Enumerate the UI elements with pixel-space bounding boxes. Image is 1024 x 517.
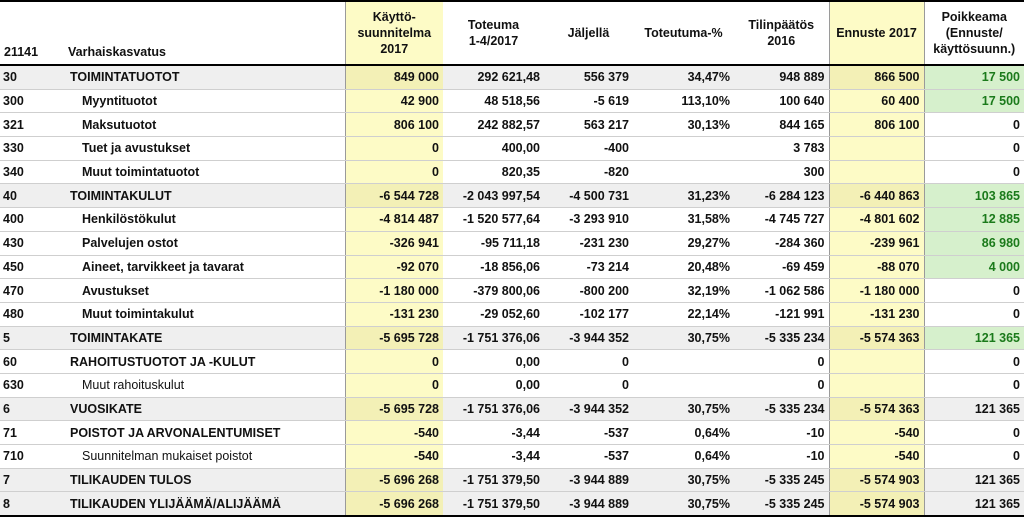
table-row bbox=[0, 208, 1024, 232]
cell-forecast[interactable]: -6 440 863 bbox=[829, 184, 924, 208]
cell-closing[interactable]: -5 335 245 bbox=[734, 468, 829, 492]
cell-name[interactable]: TILIKAUDEN TULOS bbox=[64, 468, 345, 492]
cell-deviation[interactable]: 121 365 bbox=[924, 468, 1024, 492]
cell-name[interactable]: TILIKAUDEN YLIJÄÄMÄ/ALIJÄÄMÄ bbox=[64, 492, 345, 516]
cell-name[interactable]: Henkilöstökulut bbox=[64, 208, 345, 232]
cell-closing[interactable]: -284 360 bbox=[734, 231, 829, 255]
cell-forecast[interactable]: 866 500 bbox=[829, 65, 924, 89]
cell-closing[interactable]: 100 640 bbox=[734, 89, 829, 113]
cell-remaining[interactable]: -3 944 889 bbox=[544, 492, 633, 516]
cell-code[interactable]: 8 bbox=[0, 492, 64, 516]
cell-name[interactable]: Suunnitelman mukaiset poistot bbox=[64, 445, 345, 469]
cell-remaining[interactable]: 0 bbox=[544, 373, 633, 397]
cell-realization[interactable] bbox=[633, 373, 734, 397]
cell-budget[interactable]: 849 000 bbox=[345, 65, 443, 89]
cell-name[interactable]: Aineet, tarvikkeet ja tavarat bbox=[64, 255, 345, 279]
cell-name[interactable]: POISTOT JA ARVONALENTUMISET bbox=[64, 421, 345, 445]
header-forecast[interactable] bbox=[829, 1, 924, 65]
header-closing-line-1: Tilinpäätös bbox=[748, 18, 815, 32]
cell-realization[interactable]: 30,75% bbox=[633, 326, 734, 350]
cell-remaining[interactable]: -73 214 bbox=[544, 255, 633, 279]
cell-remaining[interactable]: -400 bbox=[544, 137, 633, 161]
cell-actual[interactable]: -29 052,60 bbox=[443, 302, 544, 326]
cell-code[interactable]: 40 bbox=[0, 184, 64, 208]
cell-actual[interactable]: -1 751 376,06 bbox=[443, 326, 544, 350]
cell-forecast[interactable]: 806 100 bbox=[829, 113, 924, 137]
cell-actual[interactable]: 0,00 bbox=[443, 350, 544, 374]
cell-deviation[interactable]: 0 bbox=[924, 421, 1024, 445]
cell-code[interactable]: 30 bbox=[0, 65, 64, 89]
cell-budget[interactable]: -5 696 268 bbox=[345, 492, 443, 516]
cell-actual[interactable]: 400,00 bbox=[443, 137, 544, 161]
cell-actual[interactable]: -1 751 376,06 bbox=[443, 397, 544, 421]
cell-remaining[interactable]: -5 619 bbox=[544, 89, 633, 113]
cell-budget[interactable]: 0 bbox=[345, 373, 443, 397]
cell-deviation[interactable]: 0 bbox=[924, 137, 1024, 161]
cell-remaining[interactable]: 0 bbox=[544, 350, 633, 374]
cell-forecast[interactable]: -4 801 602 bbox=[829, 208, 924, 232]
cell-actual[interactable]: 820,35 bbox=[443, 160, 544, 184]
cell-code[interactable]: 340 bbox=[0, 160, 64, 184]
cell-remaining[interactable]: -3 944 352 bbox=[544, 397, 633, 421]
cell-code[interactable]: 330 bbox=[0, 137, 64, 161]
cell-realization[interactable]: 32,19% bbox=[633, 279, 734, 303]
cell-actual[interactable]: -1 520 577,64 bbox=[443, 208, 544, 232]
header-closing-line-2: 2016 bbox=[767, 34, 796, 48]
cell-remaining[interactable]: -820 bbox=[544, 160, 633, 184]
cell-code[interactable]: 60 bbox=[0, 350, 64, 374]
cell-code[interactable]: 470 bbox=[0, 279, 64, 303]
cell-budget[interactable]: -6 544 728 bbox=[345, 184, 443, 208]
cell-forecast[interactable]: -540 bbox=[829, 421, 924, 445]
cell-actual[interactable]: -379 800,06 bbox=[443, 279, 544, 303]
cell-actual[interactable]: -3,44 bbox=[443, 445, 544, 469]
cell-name[interactable]: Avustukset bbox=[64, 279, 345, 303]
header-actual-line-2: 1-4/2017 bbox=[468, 34, 519, 48]
cell-deviation[interactable]: 0 bbox=[924, 373, 1024, 397]
cell-actual[interactable]: -18 856,06 bbox=[443, 255, 544, 279]
cell-budget[interactable]: -5 695 728 bbox=[345, 326, 443, 350]
table-row bbox=[0, 255, 1024, 279]
table-row bbox=[0, 350, 1024, 374]
cell-forecast[interactable]: -5 574 363 bbox=[829, 397, 924, 421]
cell-budget[interactable]: -5 695 728 bbox=[345, 397, 443, 421]
cell-closing[interactable]: 948 889 bbox=[734, 65, 829, 89]
header-budget-line-3: 2017 bbox=[380, 42, 409, 56]
table-row bbox=[0, 89, 1024, 113]
cell-name[interactable]: TOIMINTAKULUT bbox=[64, 184, 345, 208]
cell-closing[interactable]: -6 284 123 bbox=[734, 184, 829, 208]
cell-code[interactable]: 71 bbox=[0, 421, 64, 445]
cell-name[interactable]: TOIMINTATUOTOT bbox=[64, 65, 345, 89]
header-name[interactable]: Varhaiskasvatus bbox=[64, 1, 345, 65]
cell-budget[interactable]: 0 bbox=[345, 137, 443, 161]
header-deviation-line-2: (Ennuste/ bbox=[945, 26, 1003, 40]
cell-realization[interactable]: 20,48% bbox=[633, 255, 734, 279]
cell-forecast[interactable]: -5 574 903 bbox=[829, 492, 924, 516]
cell-code[interactable]: 300 bbox=[0, 89, 64, 113]
cell-name[interactable]: Palvelujen ostot bbox=[64, 231, 345, 255]
cell-code[interactable]: 6 bbox=[0, 397, 64, 421]
table-row bbox=[0, 445, 1024, 469]
cell-name[interactable]: Muut rahoituskulut bbox=[64, 373, 345, 397]
header-realization-line-1: Toteutuma-% bbox=[644, 26, 723, 40]
table-row bbox=[0, 373, 1024, 397]
cell-budget[interactable]: -540 bbox=[345, 421, 443, 445]
cell-closing[interactable]: 844 165 bbox=[734, 113, 829, 137]
cell-deviation[interactable]: 0 bbox=[924, 279, 1024, 303]
cell-budget[interactable]: -326 941 bbox=[345, 231, 443, 255]
cell-closing[interactable]: 0 bbox=[734, 373, 829, 397]
cell-remaining[interactable]: -231 230 bbox=[544, 231, 633, 255]
cell-realization[interactable]: 22,14% bbox=[633, 302, 734, 326]
cell-budget[interactable]: 806 100 bbox=[345, 113, 443, 137]
cell-realization[interactable]: 30,75% bbox=[633, 397, 734, 421]
cell-deviation[interactable]: 0 bbox=[924, 113, 1024, 137]
table-row bbox=[0, 279, 1024, 303]
cell-actual[interactable]: 0,00 bbox=[443, 373, 544, 397]
cell-realization[interactable]: 29,27% bbox=[633, 231, 734, 255]
cell-forecast[interactable]: -88 070 bbox=[829, 255, 924, 279]
cell-forecast[interactable] bbox=[829, 350, 924, 374]
cell-remaining[interactable]: 563 217 bbox=[544, 113, 633, 137]
cell-forecast[interactable] bbox=[829, 137, 924, 161]
cell-deviation[interactable]: 86 980 bbox=[924, 231, 1024, 255]
cell-deviation[interactable]: 4 000 bbox=[924, 255, 1024, 279]
cell-closing[interactable]: -5 335 245 bbox=[734, 492, 829, 516]
header-deviation-line-3: käyttösuunn.) bbox=[933, 42, 1016, 56]
cell-budget[interactable]: -1 180 000 bbox=[345, 279, 443, 303]
cell-budget[interactable]: -5 696 268 bbox=[345, 468, 443, 492]
cell-remaining[interactable]: -800 200 bbox=[544, 279, 633, 303]
table-row bbox=[0, 397, 1024, 421]
cell-actual[interactable]: -2 043 997,54 bbox=[443, 184, 544, 208]
cell-actual[interactable]: -1 751 379,50 bbox=[443, 468, 544, 492]
header-deviation[interactable] bbox=[924, 1, 1024, 65]
cell-actual[interactable]: -1 751 379,50 bbox=[443, 492, 544, 516]
header-actual[interactable] bbox=[443, 1, 544, 65]
cell-closing[interactable]: -5 335 234 bbox=[734, 326, 829, 350]
cell-realization[interactable] bbox=[633, 160, 734, 184]
table-row bbox=[0, 302, 1024, 326]
cell-closing[interactable]: 0 bbox=[734, 350, 829, 374]
cell-forecast[interactable] bbox=[829, 373, 924, 397]
cell-forecast[interactable]: -131 230 bbox=[829, 302, 924, 326]
cell-budget[interactable]: -540 bbox=[345, 445, 443, 469]
cell-closing[interactable]: -1 062 586 bbox=[734, 279, 829, 303]
cell-name[interactable]: Muut toimintatuotot bbox=[64, 160, 345, 184]
cell-budget[interactable]: -4 814 487 bbox=[345, 208, 443, 232]
cell-realization[interactable]: 31,23% bbox=[633, 184, 734, 208]
cell-deviation[interactable]: 12 885 bbox=[924, 208, 1024, 232]
cell-code[interactable]: 480 bbox=[0, 302, 64, 326]
header-remaining[interactable] bbox=[544, 1, 633, 65]
cell-name[interactable]: Maksutuotot bbox=[64, 113, 345, 137]
header-budget-line-2: suunnitelma bbox=[357, 26, 432, 40]
header-code[interactable]: 21141 bbox=[0, 1, 64, 65]
cell-closing[interactable]: -4 745 727 bbox=[734, 208, 829, 232]
cell-deviation[interactable]: 121 365 bbox=[924, 326, 1024, 350]
cell-realization[interactable]: 34,47% bbox=[633, 65, 734, 89]
cell-budget[interactable]: 42 900 bbox=[345, 89, 443, 113]
table-row bbox=[0, 468, 1024, 492]
cell-forecast[interactable]: -5 574 363 bbox=[829, 326, 924, 350]
cell-deviation[interactable]: 121 365 bbox=[924, 397, 1024, 421]
cell-code[interactable]: 5 bbox=[0, 326, 64, 350]
table-row bbox=[0, 492, 1024, 516]
cell-budget[interactable]: 0 bbox=[345, 160, 443, 184]
header-closing[interactable] bbox=[734, 1, 829, 65]
table-body bbox=[0, 65, 1024, 516]
cell-realization[interactable]: 31,58% bbox=[633, 208, 734, 232]
cell-forecast[interactable]: -540 bbox=[829, 445, 924, 469]
cell-code[interactable]: 7 bbox=[0, 468, 64, 492]
header-deviation-line-1: Poikkeama bbox=[941, 10, 1007, 24]
cell-code[interactable]: 400 bbox=[0, 208, 64, 232]
cell-budget[interactable]: 0 bbox=[345, 350, 443, 374]
cell-deviation[interactable]: 0 bbox=[924, 445, 1024, 469]
cell-deviation[interactable]: 121 365 bbox=[924, 492, 1024, 516]
cell-realization[interactable]: 0,64% bbox=[633, 445, 734, 469]
table-row bbox=[0, 160, 1024, 184]
cell-forecast[interactable]: -239 961 bbox=[829, 231, 924, 255]
cell-forecast[interactable]: -1 180 000 bbox=[829, 279, 924, 303]
cell-remaining[interactable]: -4 500 731 bbox=[544, 184, 633, 208]
table-row bbox=[0, 137, 1024, 161]
cell-code[interactable]: 321 bbox=[0, 113, 64, 137]
cell-forecast[interactable]: -5 574 903 bbox=[829, 468, 924, 492]
cell-closing[interactable]: -69 459 bbox=[734, 255, 829, 279]
cell-name[interactable]: Myyntituotot bbox=[64, 89, 345, 113]
cell-name[interactable]: VUOSIKATE bbox=[64, 397, 345, 421]
cell-actual[interactable]: 242 882,57 bbox=[443, 113, 544, 137]
header-budget[interactable] bbox=[345, 1, 443, 65]
cell-closing[interactable]: 3 783 bbox=[734, 137, 829, 161]
cell-budget[interactable]: -131 230 bbox=[345, 302, 443, 326]
cell-deviation[interactable]: 17 500 bbox=[924, 89, 1024, 113]
header-realization[interactable] bbox=[633, 1, 734, 65]
cell-closing[interactable]: -10 bbox=[734, 421, 829, 445]
cell-code[interactable]: 710 bbox=[0, 445, 64, 469]
cell-remaining[interactable]: -3 944 352 bbox=[544, 326, 633, 350]
header-budget-line-1: Käyttö- bbox=[372, 10, 416, 24]
cell-remaining[interactable]: -537 bbox=[544, 445, 633, 469]
cell-remaining[interactable]: -3 944 889 bbox=[544, 468, 633, 492]
cell-closing[interactable]: -121 991 bbox=[734, 302, 829, 326]
cell-actual[interactable]: 48 518,56 bbox=[443, 89, 544, 113]
cell-name[interactable]: TOIMINTAKATE bbox=[64, 326, 345, 350]
cell-closing[interactable]: -10 bbox=[734, 445, 829, 469]
cell-actual[interactable]: -95 711,18 bbox=[443, 231, 544, 255]
cell-actual[interactable]: 292 621,48 bbox=[443, 65, 544, 89]
cell-name[interactable]: Muut toimintakulut bbox=[64, 302, 345, 326]
cell-forecast[interactable]: 60 400 bbox=[829, 89, 924, 113]
table-header bbox=[0, 1, 1024, 65]
cell-budget[interactable]: -92 070 bbox=[345, 255, 443, 279]
cell-deviation[interactable]: 17 500 bbox=[924, 65, 1024, 89]
cell-actual[interactable]: -3,44 bbox=[443, 421, 544, 445]
cell-forecast[interactable] bbox=[829, 160, 924, 184]
cell-realization[interactable]: 30,13% bbox=[633, 113, 734, 137]
cell-realization[interactable]: 0,64% bbox=[633, 421, 734, 445]
cell-deviation[interactable]: 0 bbox=[924, 302, 1024, 326]
table-row bbox=[0, 184, 1024, 208]
cell-deviation[interactable]: 103 865 bbox=[924, 184, 1024, 208]
cell-deviation[interactable]: 0 bbox=[924, 350, 1024, 374]
cell-deviation[interactable]: 0 bbox=[924, 160, 1024, 184]
table-row bbox=[0, 421, 1024, 445]
cell-name[interactable]: Tuet ja avustukset bbox=[64, 137, 345, 161]
cell-code[interactable]: 630 bbox=[0, 373, 64, 397]
cell-closing[interactable]: 300 bbox=[734, 160, 829, 184]
cell-code[interactable]: 450 bbox=[0, 255, 64, 279]
cell-remaining[interactable]: -537 bbox=[544, 421, 633, 445]
cell-name[interactable]: RAHOITUSTUOTOT JA -KULUT bbox=[64, 350, 345, 374]
cell-remaining[interactable]: -3 293 910 bbox=[544, 208, 633, 232]
cell-code[interactable]: 430 bbox=[0, 231, 64, 255]
cell-realization[interactable]: 30,75% bbox=[633, 468, 734, 492]
cell-realization[interactable] bbox=[633, 137, 734, 161]
table-row bbox=[0, 231, 1024, 255]
cell-realization[interactable] bbox=[633, 350, 734, 374]
cell-remaining[interactable]: -102 177 bbox=[544, 302, 633, 326]
cell-realization[interactable]: 113,10% bbox=[633, 89, 734, 113]
table-row bbox=[0, 113, 1024, 137]
table-row bbox=[0, 65, 1024, 89]
cell-realization[interactable]: 30,75% bbox=[633, 492, 734, 516]
cell-closing[interactable]: -5 335 234 bbox=[734, 397, 829, 421]
header-row bbox=[0, 1, 1024, 65]
cell-remaining[interactable]: 556 379 bbox=[544, 65, 633, 89]
header-forecast-line-1: Ennuste 2017 bbox=[836, 26, 917, 40]
header-actual-line-1: Toteuma bbox=[467, 18, 520, 32]
table-row bbox=[0, 326, 1024, 350]
header-remaining-line-1: Jäljellä bbox=[567, 26, 610, 40]
